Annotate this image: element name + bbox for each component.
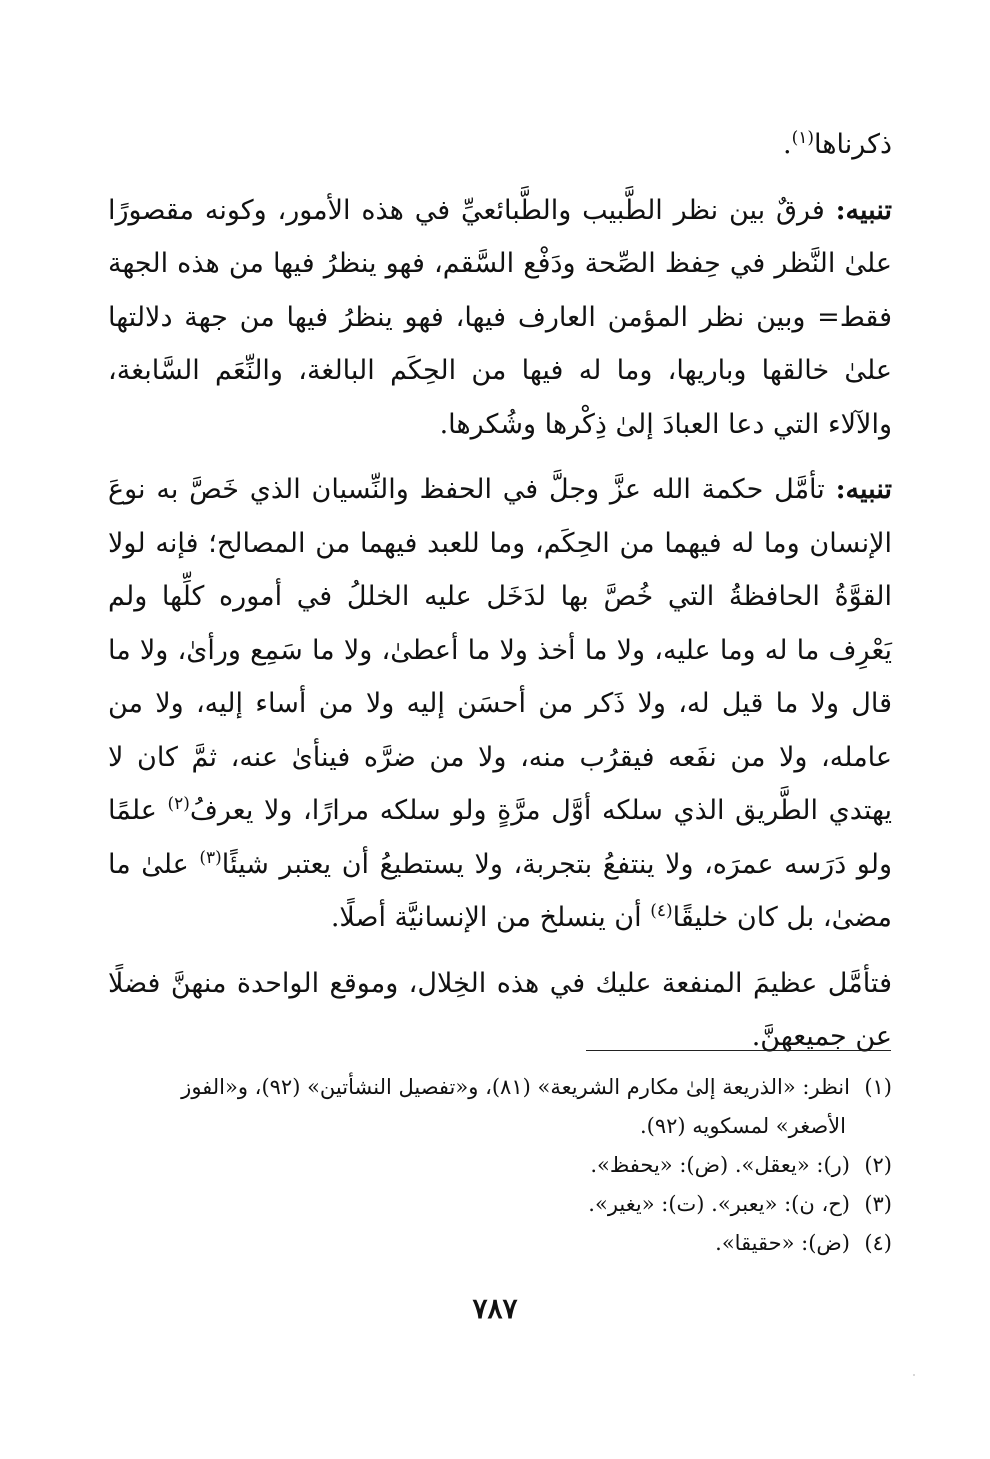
footnote-1 (108, 1068, 892, 1107)
footnote-text: (ح، ن): «يعبر». (ت): «يغير». (588, 1192, 850, 1216)
paragraph-closing (108, 957, 892, 1064)
intro-end: . (783, 129, 792, 160)
paragraph-note-1 (108, 184, 892, 452)
paragraph-note-2 (108, 463, 892, 945)
footnote-text: (ض): «حقيقا». (715, 1231, 850, 1255)
paragraph-intro (108, 118, 892, 172)
footnote-ref-4[interactable]: (٤) (650, 901, 673, 921)
note-1-text: فرقٌ بين نظر الطَّبيب والطَّبائعيِّ في هذه الأمور، وكونه مقصورًا علىٰ النَّظر في حِفظ الصِّحة ودَفْع السَّقم، فهو ينظرُ فيها من هذه الجهة فقط= وبين نظر المؤمن العارف فيها، فهو ينظرُ فيها من جهة دلالتها علىٰ خالقها وباريها، وما له فيها من الحِكَم البالغة، والنِّعَم السَّابغة، والآلاء التي دعا العبادَ إلىٰ ذِكْرها وشُكرها. (108, 194, 892, 440)
note-2-text-a: تأمَّل حكمة الله عزَّ وجلَّ في الحفظ والنِّسيان الذي خَصَّ به نوعَ الإنسان وما له فيهما من الحِكَم، وما للعبد فيهما من المصالح؛ فإنه لولا القوَّةُ الحافظةُ التي خُصَّ بها لدَخَل عليه الخللُ في أموره كلِّها ولم يَعْرِف ما له وما عليه، ولا ما أخذ ولا ما أعطىٰ، ولا ما سَمِع ورأىٰ، ولا ما قال ولا ما قيل له، ولا ذَكر من أحسَن إليه ولا من أساء إليه، ولا من عامله، ولا من نفَعه فيقرُب منه، ولا من ضرَّه فينأىٰ عنه، ثمَّ كان لا يهتدي الطَّريق الذي سلكه أوَّل مرَّةٍ ولو سلكه مرارًا، ولا يعرفُ (108, 474, 892, 826)
footnote-number: (٣) (864, 1192, 892, 1216)
note-2-text-c: علىٰ ما مضىٰ، بل كان خليقًا (108, 848, 892, 933)
note-label: تنبيه: (835, 474, 892, 505)
main-text (108, 118, 892, 1064)
closing-text: فتأمَّل عظيمَ المنفعة عليك في هذه الخِلال، وموقع الواحدة منهنَّ فضلًا عن جميعهنَّ. (108, 967, 892, 1052)
footnote-2 (108, 1146, 892, 1185)
note-2-text-b: علمًا ولو دَرَسه عمرَه، ولا ينتفعُ بتجربة، ولا يستطيعُ أن يعتبر شيئًا (108, 795, 892, 880)
footnote-number: (٤) (864, 1231, 892, 1255)
footnote-number: (٢) (864, 1153, 892, 1177)
note-2-text-d: أن ينسلخ من الإنسانيَّة أصلًا. (330, 902, 651, 933)
footnote-number: (١) (864, 1075, 892, 1099)
footnote-ref-1[interactable]: (١) (791, 128, 815, 148)
footnote-ref-2[interactable]: (٢) (167, 794, 190, 814)
footnote-4 (108, 1224, 892, 1263)
footnotes-section (108, 1068, 892, 1263)
footnote-separator (586, 1050, 891, 1051)
note-label: تنبيه: (835, 194, 892, 226)
scan-speck (913, 1374, 915, 1376)
footnote-text: انظر: «الذريعة إلىٰ مكارم الشريعة» (٨١)، و«تفصيل النشأتين» (٩٢)، و«الفوز (181, 1075, 850, 1099)
footnote-text: الأصغر» لمسكويه (٩٢). (639, 1114, 846, 1138)
footnote-text: (ر): «يعقل». (ض): «يحفظ». (590, 1153, 850, 1177)
footnote-ref-3[interactable]: (٣) (199, 847, 222, 868)
footnote-1-continued (108, 1107, 892, 1146)
intro-text: ذكرناها (814, 129, 892, 160)
footnote-3 (108, 1185, 892, 1224)
page-number: ٧٨٧ (472, 1292, 518, 1325)
